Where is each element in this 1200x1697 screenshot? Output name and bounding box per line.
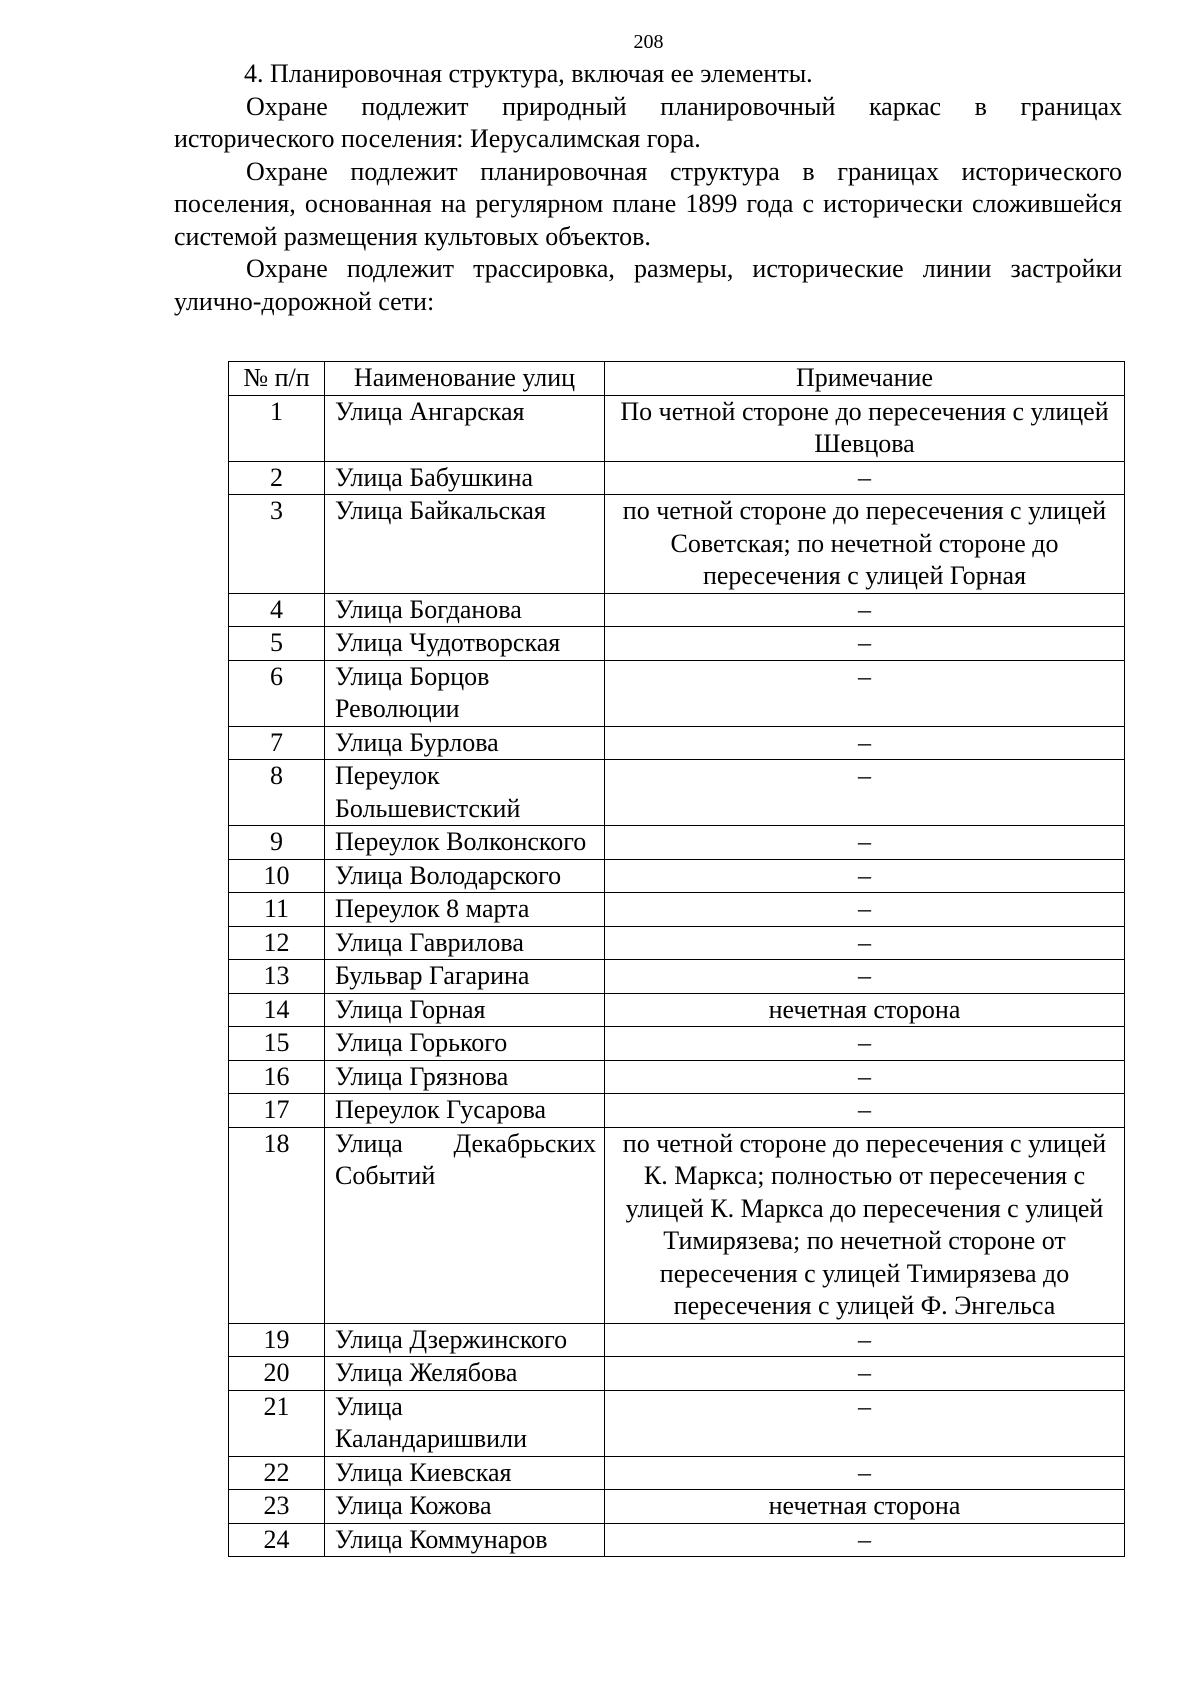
row-number: 3 (229, 495, 325, 594)
document-body (174, 58, 1122, 318)
street-note: – (605, 1357, 1125, 1391)
street-note: – (605, 960, 1125, 994)
paragraph: Охране подлежит планировочная структура в границах исторического поселения, основанная на регулярном плане 1899 года с исторически сложившейся системой размещения культовых объектов. (174, 156, 1122, 251)
street-name: Улица Горького (325, 1027, 605, 1061)
street-name: Улица Богданова (325, 593, 605, 627)
street-note: – (605, 760, 1125, 826)
row-number: 9 (229, 826, 325, 860)
row-number: 13 (229, 960, 325, 994)
table-row (229, 395, 1125, 461)
table-row (229, 726, 1125, 760)
street-note: нечетная сторона (605, 993, 1125, 1027)
street-note: – (605, 1323, 1125, 1357)
street-name: Переулок Волконского (325, 826, 605, 860)
street-note: – (605, 1094, 1125, 1128)
street-name: Улица Ангарская (325, 395, 605, 461)
street-note: – (605, 1060, 1125, 1094)
street-name: Улица Володарского (325, 859, 605, 893)
street-name: Переулок Гусарова (325, 1094, 605, 1128)
street-note: по четной стороне до пересечения с улицей Советская; по нечетной стороне до пересечения с улицей Горная (605, 495, 1125, 594)
row-number: 15 (229, 1027, 325, 1061)
street-note: – (605, 461, 1125, 495)
street-note: – (605, 726, 1125, 760)
row-number: 6 (229, 660, 325, 726)
street-name: Улица Байкальская (325, 495, 605, 594)
row-number: 16 (229, 1060, 325, 1094)
street-name: Улица Борцов Революции (325, 660, 605, 726)
table-header-row (229, 362, 1125, 396)
table-row (229, 760, 1125, 826)
street-name: Переулок 8 марта (325, 893, 605, 927)
row-number: 8 (229, 760, 325, 826)
table-row (229, 1027, 1125, 1061)
street-name: Улица Горная (325, 993, 605, 1027)
street-name: Улица Дзержинского (325, 1323, 605, 1357)
row-number: 4 (229, 593, 325, 627)
row-number: 17 (229, 1094, 325, 1128)
table-row (229, 926, 1125, 960)
street-name: Улица Бабушкина (325, 461, 605, 495)
streets-table (228, 361, 1125, 1557)
row-number: 5 (229, 627, 325, 661)
row-number: 19 (229, 1323, 325, 1357)
row-number: 7 (229, 726, 325, 760)
street-note: – (605, 1523, 1125, 1557)
street-name: Улица Каландаришвили (325, 1390, 605, 1456)
table-row (229, 1127, 1125, 1323)
section-heading: 4. Планировочная структура, включая ее элементы. (244, 59, 813, 88)
table-row (229, 859, 1125, 893)
street-note: – (605, 660, 1125, 726)
paragraph: Охране подлежит трассировка, размеры, исторические линии застройки улично-дорожной сети: (174, 254, 1122, 316)
table-row (229, 1490, 1125, 1524)
row-number: 1 (229, 395, 325, 461)
row-number: 11 (229, 893, 325, 927)
street-note: нечетная сторона (605, 1490, 1125, 1524)
street-note: – (605, 1456, 1125, 1490)
header-note: Примечание (605, 362, 1125, 396)
table-row (229, 461, 1125, 495)
table-row (229, 1456, 1125, 1490)
street-note: – (605, 627, 1125, 661)
street-note: – (605, 1027, 1125, 1061)
table-row (229, 495, 1125, 594)
row-number: 2 (229, 461, 325, 495)
row-number: 21 (229, 1390, 325, 1456)
street-name: Улица Чудотворская (325, 627, 605, 661)
table-row (229, 660, 1125, 726)
street-note: – (605, 826, 1125, 860)
table-row (229, 1390, 1125, 1456)
row-number: 12 (229, 926, 325, 960)
street-name: Переулок Большевистский (325, 760, 605, 826)
table-row (229, 993, 1125, 1027)
row-number: 18 (229, 1127, 325, 1323)
table-row (229, 893, 1125, 927)
row-number: 10 (229, 859, 325, 893)
street-note: – (605, 859, 1125, 893)
street-name: Улица Бурлова (325, 726, 605, 760)
row-number: 22 (229, 1456, 325, 1490)
street-name: Улица Гаврилова (325, 926, 605, 960)
street-note: По четной стороне до пересечения с улицей Шевцова (605, 395, 1125, 461)
street-note: – (605, 593, 1125, 627)
street-note: – (605, 893, 1125, 927)
table-row (229, 960, 1125, 994)
street-name: Улица Грязнова (325, 1060, 605, 1094)
table-row (229, 593, 1125, 627)
row-number: 20 (229, 1357, 325, 1391)
paragraph: Охране подлежит природный планировочный каркас в границах исторического поселения: Иерусалимская гора. (174, 91, 1122, 153)
header-number: № п/п (229, 362, 325, 396)
street-note: по четной стороне до пересечения с улицей К. Маркса; полностью от пересечения с улицей К. Маркса до пересечения с улицей Тимирязева; по нечетной стороне от пересечения с улицей Тимирязева до пересечения с улицей Ф. Энгельса (605, 1127, 1125, 1323)
row-number: 23 (229, 1490, 325, 1524)
street-name: Улица Кожова (325, 1490, 605, 1524)
row-number: 24 (229, 1523, 325, 1557)
table-row (229, 1060, 1125, 1094)
table-row (229, 826, 1125, 860)
street-note: – (605, 1390, 1125, 1456)
header-street-name: Наименование улиц (325, 362, 605, 396)
page-number: 208 (633, 31, 664, 53)
table-row (229, 1523, 1125, 1557)
street-name: Улица Декабрьских Событий (325, 1127, 605, 1323)
street-name: Улица Желябова (325, 1357, 605, 1391)
street-name: Улица Коммунаров (325, 1523, 605, 1557)
street-name: Улица Киевская (325, 1456, 605, 1490)
table-row (229, 1323, 1125, 1357)
street-note: – (605, 926, 1125, 960)
table-row (229, 1094, 1125, 1128)
table-row (229, 627, 1125, 661)
table-row (229, 1357, 1125, 1391)
row-number: 14 (229, 993, 325, 1027)
street-name: Бульвар Гагарина (325, 960, 605, 994)
